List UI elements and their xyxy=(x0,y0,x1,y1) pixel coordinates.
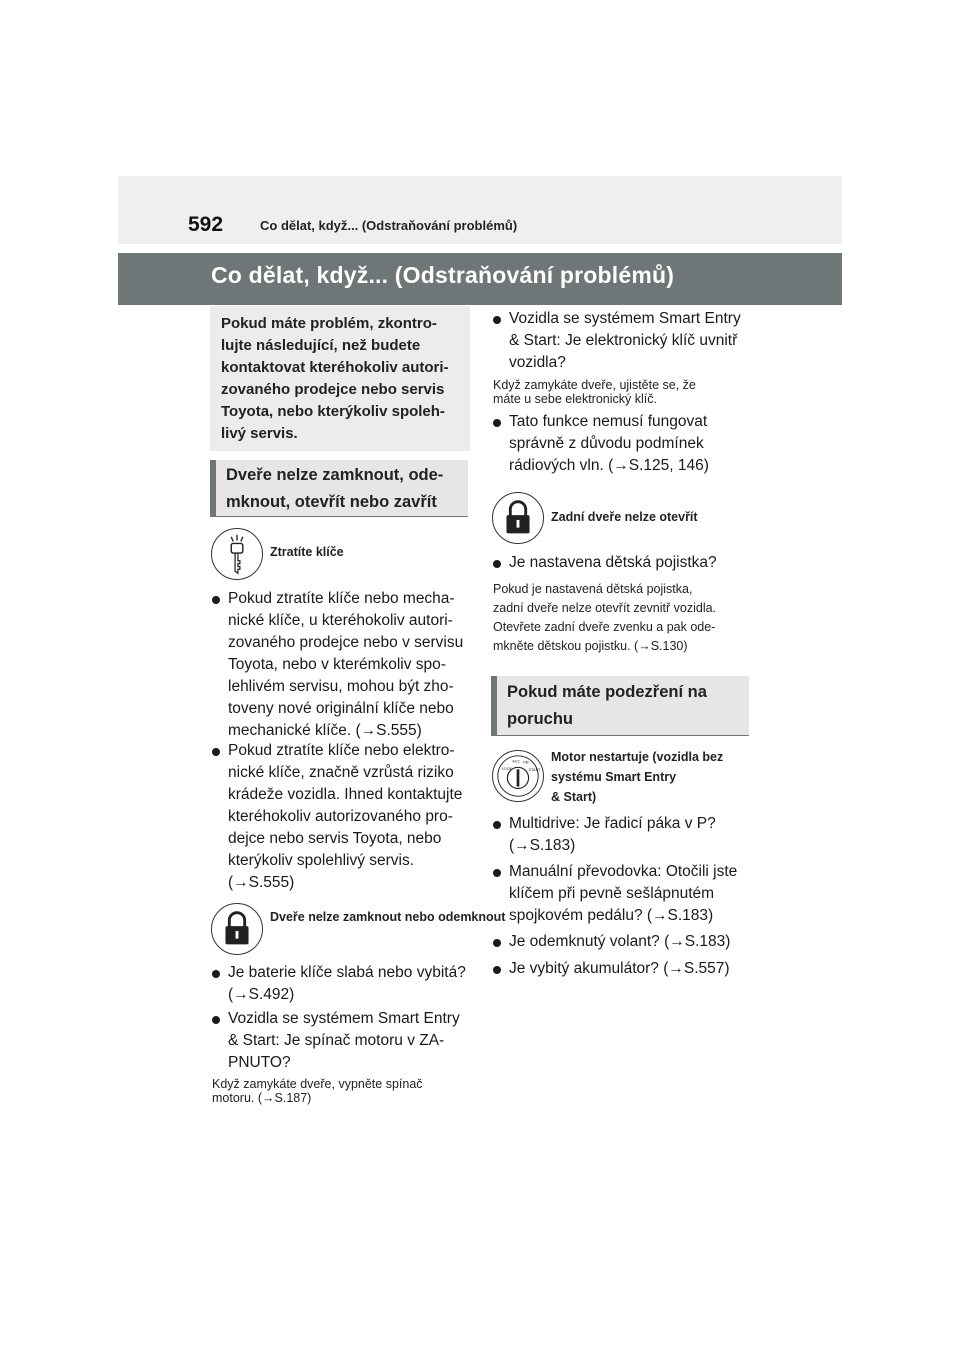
bullet-dot xyxy=(493,821,501,829)
ignition-label-lock: LOCK xyxy=(501,766,512,772)
bullet-dot xyxy=(493,560,501,568)
bullet-dot xyxy=(212,970,220,978)
list-item: Vozidla se systémem Smart Entry & Start: Je spínač motoru v ZA- PNUTO? xyxy=(212,1008,474,1074)
list-item: Vozidla se systémem Smart Entry & Start: Je elektronický klíč uvnitř vozidla? xyxy=(493,308,755,374)
bullet-dot xyxy=(493,939,501,947)
bullet-dot xyxy=(212,1016,220,1024)
page-number: 592 xyxy=(188,213,224,236)
note-text: Když zamykáte dveře, vypněte spínač motoru. (→S.187) xyxy=(212,1077,423,1105)
section-heading-doors xyxy=(210,460,468,517)
padlock-icon xyxy=(492,492,544,544)
bullet-dot xyxy=(493,869,501,877)
list-item: Je odemknutý volant? (→S.183) xyxy=(493,931,755,953)
intro-box xyxy=(210,306,470,451)
list-item: Je nastavena dětská pojistka? xyxy=(493,552,755,574)
list-item: Je vybitý akumulátor? (→S.557) xyxy=(493,958,755,980)
section-heading-malfunction-text: Pokud máte podezření na poruchu xyxy=(507,683,707,728)
padlock-icon xyxy=(211,903,263,955)
key-icon xyxy=(211,528,263,580)
list-item: Je baterie klíče slabá nebo vybitá? (→S.492) xyxy=(212,962,474,1006)
bullet-dot xyxy=(493,419,501,427)
list-item: Manuální převodovka: Otočili jste klíčem při pevně sešlápnutém spojkovém pedálu? (→S.183) xyxy=(493,861,755,927)
section-heading-doors-text: Dveře nelze zamknout, ode- mknout, otevřít nebo zavřít xyxy=(226,466,444,511)
list-item: Multidrive: Je řadicí páka v P? (→S.183) xyxy=(493,813,755,857)
bullet-dot xyxy=(212,596,220,604)
running-head: Co dělat, když... (Odstraňování problémů) xyxy=(260,218,518,233)
list-item: Tato funkce nemusí fungovat správně z důvodu podmínek rádiových vln. (→S.125, 146) xyxy=(493,411,755,477)
ignition-label-start: START xyxy=(528,767,541,773)
running-header-bar xyxy=(118,176,842,244)
list-item: Pokud ztratíte klíče nebo mecha- nické klíče, u kteréhokoliv autori- zovaného prodejce nebo v servisu Toyota, nebo v kterémkoliv spo- lehlivém servisu, mohou být zho- toveny nové originální klíče nebo mechanické klíče. (→S.555) xyxy=(212,588,474,742)
page-title: Co dělat, když... (Odstraňování problémů) xyxy=(211,262,675,288)
list-item: Pokud ztratíte klíče nebo elektro- nické klíče, značně vzrůstá riziko krádeže vozidla. Ihned kontaktujte kteréhokoliv autorizovaného pro- dejce nebo servis Toyota, nebo kterýkoliv spolehlivý servis. (→S.555) xyxy=(212,740,474,894)
note-text: Když zamykáte dveře, ujistěte se, že máte u sebe elektronický klíč. xyxy=(493,378,696,406)
ignition-switch-icon xyxy=(492,750,544,802)
subsection-title-cannot-lock: Dveře nelze zamknout nebo odemknout xyxy=(270,910,506,924)
subsection-title-engine: Motor nestartuje (vozidla bez systému Smart Entry & Start) xyxy=(551,750,724,804)
intro-text: Pokud máte problém, zkontro- lujte následující, než budete kontaktovat kteréhokoliv autori- zovaného prodejce nebo servis Toyota, nebo kterýkoliv spoleh- livý servis. xyxy=(221,315,449,442)
section-heading-malfunction xyxy=(491,676,749,736)
ignition-label-acc: ACC xyxy=(512,758,521,764)
note-text: Pokud je nastavená dětská pojistka, zadní dveře nelze otevřít zevnitř vozidla. Otevřete zadní dveře zvenku a pak ode- mkněte dětskou pojistku. (→S.130) xyxy=(493,582,717,653)
bullet-dot xyxy=(493,966,501,974)
bullet-dot xyxy=(212,748,220,756)
bullet-dot xyxy=(493,316,501,324)
subsection-title-lost-keys: Ztratíte klíče xyxy=(270,545,344,559)
subsection-title-rear-door: Zadní dveře nelze otevřít xyxy=(551,510,698,524)
ignition-label-on: ON xyxy=(522,759,529,765)
